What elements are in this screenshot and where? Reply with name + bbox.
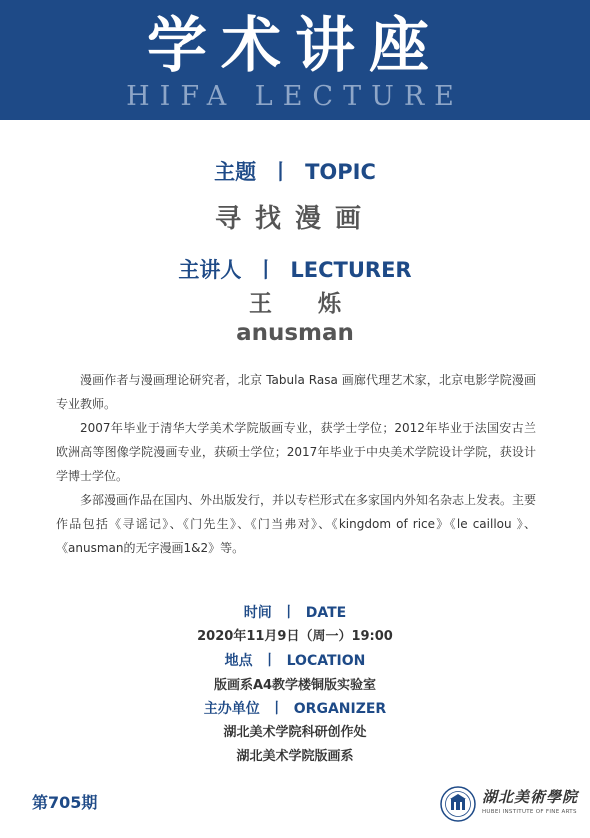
topic-title: 寻找漫画 (214, 204, 375, 234)
school-name-cn: 湖北美術學院 (482, 788, 579, 806)
time-label-en: DATE (305, 605, 347, 621)
header-title-cn: 学术讲座 (147, 11, 443, 81)
header-title-en: HIFA LECTURE (126, 81, 464, 112)
lecturer-label-en: LECTURER (290, 258, 412, 282)
organizer-value-1: 湖北美术学院科研创作处 (223, 725, 367, 740)
bio-paragraph: 2007年毕业于清华大学美术学院版画专业，获学士学位；2012年毕业于法国安古兰欧洲高等图像学院漫画专业，获硕士学位；2017年毕业于中央美术学院设计学院，获设计学博士学位。 (56, 421, 536, 483)
location-label-cn: 地点 (224, 653, 253, 669)
organizer-label-en: ORGANIZER (293, 701, 387, 717)
bio-paragraph: 漫画作者与漫画理论研究者，北京 Tabula Rasa 画廊代理艺术家，北京电影学院漫画专业教师。 (56, 373, 536, 411)
lecturer-separator: 丨 (255, 258, 277, 282)
school-name-en: HUBEI INSTITUTE OF FINE ARTS (482, 809, 577, 815)
location-value: 版画系A4教学楼铜版实验室 (213, 678, 377, 693)
header-banner (0, 0, 590, 120)
lecturer-label-cn: 主讲人 (178, 258, 242, 282)
location-separator: 丨 (262, 653, 277, 669)
organizer-label-cn: 主办单位 (203, 701, 260, 717)
time-value: 2020年11月9日（周一）19:00 (197, 629, 393, 644)
organizer-separator: 丨 (269, 701, 284, 717)
topic-label-en: TOPIC (305, 160, 376, 184)
time-separator: 丨 (281, 605, 296, 621)
lecturer-bio (56, 368, 536, 560)
location-label-en: LOCATION (286, 653, 366, 669)
time-label (0, 602, 590, 624)
organizer-label (0, 698, 590, 720)
time-label-cn: 时间 (243, 605, 272, 621)
topic-label-cn: 主题 (214, 160, 257, 184)
lecturer-name-cn: 王烁 (249, 291, 387, 317)
school-seal-icon (440, 786, 476, 822)
bio-paragraph: 多部漫画作品在国内、外出版发行，并以专栏形式在多家国内外知名杂志上发表。主要作品包括《寻谣记》、《门先生》、《门当弗对》、《kingdom of rice》《le caillou 》、《anusman的无字漫画1&2》等。 (56, 493, 537, 555)
topic-heading (0, 158, 590, 186)
topic-separator: 丨 (270, 160, 292, 184)
lecturer-name-en: anusman (236, 320, 354, 346)
organizer-value-2: 湖北美术学院版画系 (236, 749, 354, 764)
location-label (0, 650, 590, 672)
lecturer-heading (0, 256, 590, 284)
issue-number: 第705期 (32, 793, 98, 812)
